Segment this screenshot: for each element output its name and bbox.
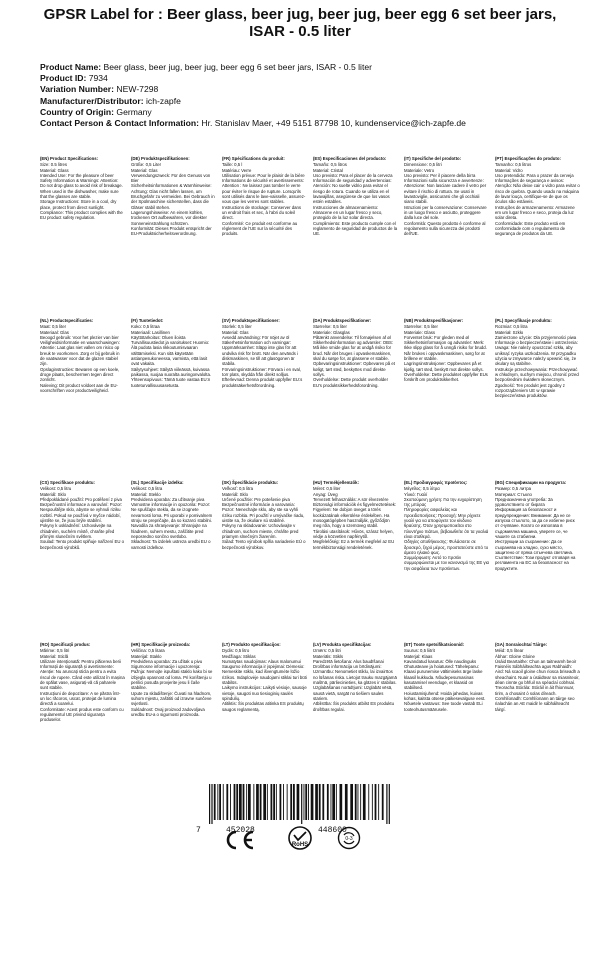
barcode-bar <box>355 784 357 820</box>
barcode-bar <box>234 784 236 820</box>
barcode-bar <box>271 784 273 820</box>
barcode-bar <box>368 784 369 820</box>
spec-block <box>131 154 216 314</box>
rohs-mark-icon <box>286 826 314 850</box>
spec-block-line: Izmērs: 0,5 litri <box>313 648 341 654</box>
barcode-bar <box>350 784 353 820</box>
spec-block-line: Υλικό: Γυαλί <box>404 491 428 497</box>
spec-block-heading: (HR) Specifikacije proizvoda: <box>131 642 191 647</box>
barcode-bar <box>209 784 210 824</box>
spec-block-line: Material: Glass <box>40 167 69 173</box>
barcode-bar <box>263 784 266 820</box>
spec-block-line: Instructions de stockage: Conserver dans un endroit frais et sec, à l'abri du soleil direct. <box>222 204 302 221</box>
spec-block-line: Anyag: Üveg <box>313 491 338 497</box>
barcode-bar <box>276 784 277 820</box>
barcode-bar <box>219 784 221 820</box>
spec-block-line: Conformitate: Acest produs este conform cu regulamentul UE privind siguranța produselor. <box>40 706 124 723</box>
spec-block-heading: (NL) Productspecificaties: <box>40 318 94 323</box>
spec-block-line: Atbilstība: Šis produkts atbilst ES produktu drošības regulai. <box>313 701 394 712</box>
barcode-bar <box>327 784 329 820</box>
spec-block-line: Materiaal: Glas <box>40 329 69 335</box>
spec-block-line: Størrelse: 0,5 liter <box>313 324 347 330</box>
spec-block <box>40 640 125 800</box>
barcode-bar <box>293 784 295 820</box>
spec-block-line: Utilizare intenționată: Pentru plăcerea berii <box>40 658 121 664</box>
spec-block-line: Predviđena uporaba: Za užitak u pivu <box>131 658 203 664</box>
spec-block-line: Určené použitie: Pre potešenie piva <box>222 496 290 502</box>
spec-block-line: Material: Steklo <box>131 491 161 497</box>
spec-block-line: Съответствие: Този продукт отговаря на регламента на ЕС за безопасност на продуктите. <box>495 555 576 571</box>
spec-block-line: Drošības informācija un brīdinājumi: Uzmanību: Nenometiet stiklu, lai izvairītos no lūšanas riska. Lietojot trauku mazgājamā mašīnā, pārliecinieties, ka glāzes ir stabilas. <box>313 664 397 686</box>
spec-block-line: Intended Use: For the pleasure of beer <box>40 172 114 178</box>
spec-block-line: Verwendungszweck: Für den Genuss von Bier <box>131 172 211 184</box>
spec-block-line: Material: Cristal <box>313 167 343 173</box>
spec-block-line: Paredzētā lietošana: Alus baudīšanai <box>313 658 384 664</box>
spec-block-line: Yhteensopivuus: Tämä tuote vastaa EU:n tuoteturvallisuusasetusta. <box>131 377 211 388</box>
spec-block-line: Materiał: Szkło <box>495 329 524 335</box>
spec-block-line: Materijal: Staklo <box>131 653 162 659</box>
spec-block-heading: (LT) Produkto specifikacijos: <box>222 642 281 647</box>
spec-block-line: Uso pretendido: Para o prazer da cerveja <box>495 172 574 178</box>
label-title: GPSR Label for : Beer glass, beer jug, beer jug, beer egg 6 set beer jars, ISAR - 0.5 liter <box>43 6 557 40</box>
spec-block-line: Konformität: Dieses Produkt entspricht der EU-Produktsicherheitsverordnung. <box>131 225 212 237</box>
spec-block-heading: (NB) Produktspesifikasjoner: <box>404 318 464 323</box>
spec-block-line: Treoracha Stórála: Stóráil in áit fhionnuar, tirim, a chosaint ó solas díreach. <box>495 685 575 696</box>
spec-block-line: Pokyny na skladovanie: Uchovávajte v chladnom, suchom mieste, chráňte pred priamym slnečným žiarením. <box>222 523 299 539</box>
spec-block-line: Uso previsto: Para el placer de la cerveza <box>313 172 393 178</box>
barcode-bar <box>267 784 268 820</box>
spec-block-line: Οδηγίες αποθήκευσης: Φυλάσσετε σε δροσερό, ξηρό μέρος, προστατεύστε από το άμεσο ηλιακό φως. <box>404 539 489 555</box>
spec-block-line: Sikkerhetsinformasjon og advarsler: Merk: Ikke slipp glass for å unngå risiko for brudd. Når brukes i oppvaskmaskinen, sørg for at brillene er stabile. <box>404 340 487 362</box>
spec-block-line: Instrucțiuni de depozitare: A se păstra într-un loc răcoros, uscat, protejat de lumina directă a soarelui. <box>40 690 121 707</box>
barcode-bar <box>214 784 216 820</box>
barcode-bar <box>290 784 292 820</box>
barcode-bar <box>322 784 324 820</box>
spec-block-line: Dimensione: 0,5 litri <box>404 162 442 168</box>
spec-block <box>404 316 489 476</box>
spec-block-line: Turvallisuustiedot ja varoitukset: Huomio: Älä pudota lasia rikkoutumisvaaran välttämiseksi. Kun sitä käytetään astianpesukoneessa, varmista, että lasit ovat vakaita. <box>131 340 210 367</box>
product-info <box>40 62 580 129</box>
info-product-id: Product ID: 7934 <box>40 73 108 84</box>
spec-block-line: Σκοπούμενη χρήση: Για την ευχαρίστηση της μπύρας <box>404 496 482 508</box>
spec-block-line: Suurus: 0,5 liitrit <box>404 648 435 654</box>
spec-block-line: Materjal: Klaas <box>404 653 433 659</box>
spec-block-heading: (SV) Produktspecifikationer: <box>222 318 280 323</box>
barcode-bar <box>273 784 275 820</box>
barcode-bar <box>319 784 321 820</box>
spec-block-line: Skladnost: Ta izdelek ustreza uredbi EU o varnosti izdelkov. <box>131 539 211 550</box>
barcode-digit-left: 7 <box>196 826 201 835</box>
spec-block-line: Material: Glas <box>131 167 158 173</box>
spec-block-heading: (FR) Spécifications du produit: <box>222 156 285 161</box>
spec-block-line: Méid: 0,5 lítear <box>495 648 524 654</box>
barcode-bar <box>363 784 366 820</box>
barcode-bar <box>239 784 242 820</box>
spec-block-line: Veličina: 0,5 litara <box>131 648 165 654</box>
spec-block-line: Zamierzone użycie: Dla przyjemności piwa <box>495 334 577 340</box>
spec-block <box>495 478 580 638</box>
barcode-bar <box>358 784 359 820</box>
barcode-bar <box>260 784 262 820</box>
spec-block-line: Instrukcje przechowywania: Przechowywać w chłodnym, suchym miejscu, chronić przed bezpośrednim światłem słonecznym. <box>495 366 579 383</box>
spec-block-heading: (SK) Špecifikácie produktu: <box>222 480 279 485</box>
spec-block <box>222 478 307 638</box>
barcode-bar <box>211 784 212 824</box>
spec-block-line: Naleving: Dit product voldoet aan de EU-voorschriften voor productveiligheid. <box>40 382 118 393</box>
barcode-bar <box>389 784 390 824</box>
spec-block-line: Size: 0.5 litres <box>40 162 67 168</box>
barcode-bar <box>253 784 254 820</box>
spec-block-line: Tervezett felhasználás: A sör élvezetére <box>313 496 389 502</box>
spec-block <box>40 478 125 638</box>
barcode <box>207 784 393 824</box>
spec-block-line: Atitiktis: Šis produktas atitinka ES produktų saugos reglamentą. <box>222 701 304 712</box>
spec-block-line: Avsedd användning: För nöjet av öl <box>222 334 290 340</box>
ce-mark-icon <box>222 830 256 850</box>
barcode-bar <box>305 784 307 820</box>
spec-block-line: Overholdelse: Dette produktet oppfyller EUs forskrift om produktsikkerhet. <box>404 371 488 383</box>
spec-block-line: Storlek: 0,5 liter <box>222 324 252 330</box>
spec-block-line: Materiale: Glass <box>404 329 436 335</box>
barcode-bar <box>283 784 284 820</box>
spec-block-line: Tárolási utasítások: Hűvös, száraz helyen, védje a közvetlen napfénytől. <box>313 528 394 539</box>
spec-block-line: Maat: 0,5 liter <box>40 324 67 330</box>
spec-block <box>404 640 489 800</box>
barcode-bar <box>226 784 228 820</box>
svg-text:RoHS: RoHS <box>291 842 309 848</box>
spec-block-line: Súlad: Tento výrobok spĺňa nariadenie EÚ o bezpečnosti výrobkov. <box>222 539 306 550</box>
spec-block-heading: (PL) Specyfikacje produktu: <box>495 318 552 323</box>
barcode-bar <box>297 784 300 820</box>
spec-block-line: Soulad: Tento produkt splňuje nařízení EU o bezpečnosti výrobků. <box>40 539 125 550</box>
spec-block-line: Nõuetele vastavus: See toode vastab ELi tooteohutusmäärusele. <box>404 701 483 712</box>
spec-block-line: Materiál: Sklo <box>40 491 67 497</box>
spec-block-line: Material: Vidro <box>495 167 523 173</box>
spec-block-line: Cumplimiento: Este producto cumple con el reglamento de seguridad de productos de la UE. <box>313 220 398 237</box>
barcode-bar <box>256 784 259 820</box>
spec-block-line: Conformité: Ce produit est conforme au règlement de l'UE sur la sécurité des produits. <box>222 220 298 237</box>
spec-block-line: Ábhar: Gloine Gloine <box>495 653 535 659</box>
spec-block-line: Instruções de armazenamento: Armazene em um lugar fresco e seco, proteja da luz solar direta. <box>495 204 575 221</box>
spec-block-line: Informacje o bezpieczeństwie i ostrzeżenia: Uwaga: Nie należy opuszczać szkła, aby uniknąć ryzyka uszkodzenia. W przypadku użycia w zmywarce należy upewnić się, że okulary są stabilne. <box>495 340 578 367</box>
spec-block-line: Materiale: Vetro <box>404 167 435 173</box>
spec-block-line: Předpokládané použití: Pro potěšení z piva <box>40 496 122 502</box>
spec-block <box>404 154 489 314</box>
spec-block <box>131 478 216 638</box>
spec-block-heading: (LV) Produkta specifikācijas: <box>313 642 372 647</box>
spec-block <box>222 316 307 476</box>
spec-block <box>131 316 216 476</box>
info-country: Country of Origin: Germany <box>40 106 152 117</box>
spec-block-line: Taille: 0,5 l <box>222 162 243 168</box>
spec-block-line: Storage Instructions: Store in a cool, dry place, protect from direct sunlight. <box>40 199 117 210</box>
spec-block-line: Overholdelse: Dette produkt overholder EU's produktsikkerhedsforordning. <box>313 377 388 388</box>
spec-block-line: Medžiaga: Stiklas <box>222 653 256 659</box>
spec-block-line: Material: Glas <box>222 329 249 335</box>
info-variation-number: Variation Number: NEW-7298 <box>40 84 159 95</box>
barcode-bar <box>336 784 337 820</box>
spec-block-line: Förvaringsinstruktioner: Förvara i en sval, torr plats, skydda från direkt solljus. <box>222 366 302 377</box>
spec-block-line: Bezpečnostné informácie a varovania: Pozor: Nenechajte sklo, aby ste sa vyhli riziku rozbitia. Pri použití v umývačke riadu, uistite sa, že okuliare sú stabilné. <box>222 502 305 524</box>
spec-block-heading: (BG) Спецификации на продукта: <box>495 480 567 485</box>
spec-block-line: Úsáid Beartaithe: Chun an taitneamh beoir <box>495 658 577 664</box>
spec-block-line: Opbevaringsinstruktioner: Opbevares på et køligt, tørt sted, beskyttes mod direkte sollys. <box>313 361 395 377</box>
spec-block-line: Størrelse: 0,5 liter <box>404 324 438 330</box>
barcode-bar <box>315 784 318 820</box>
spec-block-line: Påtænkt anvendelse: Til fornøjelsen af øl <box>313 334 391 340</box>
spec-block-line: Mărime: 0,5 litri <box>40 648 70 654</box>
spec-block-heading: (ET) Toote spetsifikatsioonid: <box>404 642 465 647</box>
spec-block-line: Megfelelőség: Ez a termék megfelel az EU termékbiztonsági rendeletének. <box>313 539 395 550</box>
spec-block-line: Lagerungshinweise: An einem kühlen, trockenen Ort aufbewahren, vor direkter Sonneneinstrahlung schützen. <box>131 209 207 226</box>
recycling-mark-icon <box>336 826 362 850</box>
spec-block-line: Размер: 0,5 литра <box>495 486 531 492</box>
spec-block-line: Safety Information & Warnings: Attention: Do not drop glass to avoid risk of breakage. When used in the dishwasher, make sure that the glasses are stable. <box>40 178 123 200</box>
info-product-name: Product Name: Beer glass, beer jug, beer jug, beer egg 6 set beer jars, ISAR - 0.5 liter <box>40 62 372 72</box>
spec-block <box>131 640 216 800</box>
spec-block <box>222 154 307 314</box>
spec-block-line: Material: Sticlă <box>40 653 69 659</box>
info-manufacturer: Manufacturer/Distributor: ich-zapfe <box>40 95 181 106</box>
barcode-bar <box>345 784 348 820</box>
spec-block-line: Käyttötarkoitus: Oluen iloista <box>131 334 186 340</box>
spec-block-line: Kavandatud kasutus: Õlle naudinguks <box>404 658 477 664</box>
barcode-bar <box>217 784 218 820</box>
barcode-bar <box>230 784 231 820</box>
spec-block-line: Comhlíonadh: Comhlíonann an táirge seo rialachán an AE maidir le sábháilteacht táirgí. <box>495 695 575 712</box>
spec-block-line: Biztonsági információk és figyelmeztetések: Figyelem: Ne dobjon üveget a törés kockázatának elkerülése érdekében. Ha mosogatógépben használják, győződjön meg róla, hogy a szemüveg stabil. <box>313 502 397 529</box>
info-contact: Contact Person & Contact Information: Hr. Stanislav Maer, +49 5151 87798 10, kundenservice@ich-zapfe.de <box>40 118 466 129</box>
barcode-bar <box>280 784 282 820</box>
barcode-bar <box>331 784 332 820</box>
spec-block <box>222 640 307 800</box>
spec-block <box>40 154 125 314</box>
spec-block-heading: (ES) Especificaciones del producto: <box>313 156 387 161</box>
barcode-bar <box>301 784 302 824</box>
spec-block-line: Sigurnosne informacije i upozorenja: Pažnja: Nemojte ispuštati staklo kako bi se izbjegla opasnost od loma. Pri korištenju u perilici posuđa provjerite jesu li čaše stabilne. <box>131 664 213 691</box>
spec-block-line: Hoiustamisjuhend: Hoida jahedas, kuivas kohas, kaitsta otsese päikesevalguse eest. <box>404 690 486 701</box>
spec-block-line: Instrucciones de almacenamiento: Almacene en un lugar fresco y seco, protegido de la luz solar directa. <box>313 204 383 221</box>
spec-block-heading: (IT) Specifiche del prodotto: <box>404 156 462 161</box>
spec-block-heading: (HU) Termékjellemzők: <box>313 480 360 485</box>
spec-block-line: Materiāls: Stikls <box>313 653 344 659</box>
spec-block-line: Velikost: 0,5 litru <box>40 486 72 492</box>
spec-block <box>404 478 489 638</box>
spec-block-line: Bezpečnostní informace a varování: Pozor: Nespouštějte sklo, abyste se vyhnuli riziku rozbití. Pokud se používá v myčce nádobí, ujistěte se, že jsou brýle stabilní. <box>40 502 123 524</box>
spec-block <box>313 316 398 476</box>
spec-block-line: Saugumo informacija ir įspėjimai: Dėmesio: Nemeskite stiklo, kad išvengtumėte lūžio rizikos. Indaplovėje naudojami stiklai turi būti stabilūs. <box>222 664 307 686</box>
spec-block-heading: (DA) Produktspecifikationer: <box>313 318 372 323</box>
spec-block-line: Sicherheitsinformationen & Warnhinweise: Achtung: Glas nicht fallen lassen, um Bruchgefahr zu vermeiden. Bei Gebrauch in der Spülmaschine sicherstellen, dass die Gläser stabil stehen. <box>131 183 215 210</box>
spec-block-line: Информация за безопасност и предупреждения: Внимание: Да не се изпуска стъклото, за да се избегне риск от счупване. Когато се използва в съдомиялна машина, уверете се, че чашите са стабилни. <box>495 507 575 539</box>
spec-block-line: Conformidade: Este produto está em conformidade com o regulamento de segurança de produtos da UE. <box>495 220 566 237</box>
spec-block-line: Πληροφορίες ασφαλείας και προειδοποιήσεις: Προσοχή: Μην ρίχνετε γυαλί για να αποφύγετε τον κίνδυνο θραύσης. Όταν χρησιμοποιείται στο πλυντήριο πιάτων, βεβαιωθείτε ότι τα γυαλιά είναι σταθερά. <box>404 507 489 539</box>
spec-block-line: Tamaño: 0,5 litros <box>313 162 347 168</box>
barcode-digits-group1: 452028 <box>226 826 255 835</box>
spec-block-heading: (RO) Specificații produs: <box>40 642 91 647</box>
spec-block-line: Sukladnost: Ovaj proizvod zadovoljava uredbu EU-a o sigurnosti proizvoda. <box>131 706 205 717</box>
spec-block-line: Rozmiar: 0,5 litra <box>495 324 528 330</box>
spec-block-line: Utilisation prévue: Pour le plaisir de la bière <box>222 172 305 178</box>
spec-block-line: Pokyny k uskladnění: Uchovávejte na chladném, suchém místě, chraňte před přímým slunečním světlem. <box>40 523 115 539</box>
spec-block-line: Laikymo instrukcijos: Laikyti vėsioje, sausoje vietoje, saugoti nuo tiesioginių saulės spindulių. <box>222 685 307 701</box>
spec-block-line: Uso previsto: Per il piacere della birra <box>404 172 476 178</box>
spec-block-line: Informații de siguranță și avertismente: Atenție: Nu aruncați sticla pentru a evita riscul de rupere. Când este utilizat în mașina de spălat vase, asigurați-vă că paharele sunt stabile. <box>40 664 125 691</box>
spec-block-line: Forventet bruk: For gleden med øl <box>404 334 469 340</box>
spec-block-line: Koko: 0,5 litraa <box>131 324 160 330</box>
barcode-bar <box>372 784 373 820</box>
spec-block-line: Sikkerhedsinformation og advarsler: OBS: Må ikke smide glas for at undgå risiko for brud. Når det bruges i opvaskemaskinen, skal du sørge for, at glassene er stabile. <box>313 340 394 362</box>
spec-block-line: Материал: Стъкло <box>495 491 532 497</box>
spec-block <box>495 316 580 476</box>
barcode-bar <box>308 784 309 820</box>
barcode-bar <box>236 784 238 820</box>
spec-block-line: Predvidena uporaba: Za užitvanje piva <box>131 496 205 502</box>
spec-block-heading: (SL) Specifikacije izdelka: <box>131 480 184 485</box>
spec-block-line: Инструкции за съхранение: Да се съхранява на хладно, сухо място, защитено от пряка слънчева светлина. <box>495 539 574 555</box>
barcode-digits-group2: 448600 <box>318 826 347 835</box>
spec-block-line: Upute za skladištenje: Čuvati na hladnom, suhom mjestu, zaštititi od izravne sunčeve svjetlosti. <box>131 690 212 707</box>
spec-block-heading: (DE) Produktspezifikationen: <box>131 156 190 161</box>
barcode-bar <box>332 784 335 820</box>
spec-block-line: Предназначена употреба: За удоволствието от бирата <box>495 496 553 508</box>
barcode-bar <box>287 784 288 820</box>
spec-block-line: Beoogd gebruik: Voor het plezier van bier <box>40 334 119 340</box>
spec-block <box>495 154 580 314</box>
spec-block-line: Velikost: 0,5 litra <box>131 486 163 492</box>
spec-block-line: Materiale: Glasglas <box>313 329 350 335</box>
spec-block-line: Größe: 0,5 Liter <box>131 162 162 168</box>
spec-block-line: Informações de segurança e avisos: Atenção: Não deixe cair o vidro para evitar o risco de quebra. Quando usado na máquina de lavar louça, certifique-se de que os óculos são estáveis. <box>495 178 580 205</box>
spec-block-line: Säilytysohjeet: Säilytä viileässä, kuivassa paikassa, suojaa suoralta auringonvalolta. <box>131 366 212 377</box>
spec-block-heading: (GA) Sonraíochtaí Táirge: <box>495 642 548 647</box>
compliance-marks <box>0 826 600 848</box>
spec-block-line: Veľkosť: 0,5 litra <box>222 486 254 492</box>
spec-block-line: Navodila za shranjevanje: Shranjujte na hladnem, suhem mestu, zaščitite pred neposredno sončno svetlobo. <box>131 523 207 539</box>
spec-block-line: Συμμόρφωση: Αυτό το προϊόν συμμορφώνεται με τον κανονισμό της ΕΕ για την ασφάλεια των προϊόντων. <box>404 555 489 571</box>
barcode-bar <box>304 784 305 820</box>
spec-block <box>495 640 580 800</box>
spec-block-line: Μέγεθος: 0,5 λίτρα <box>404 486 440 492</box>
spec-block-line: Istruzioni per la conservazione: Conservare in un luogo fresco e asciutto, proteggere dalla luce del sole. <box>404 204 487 221</box>
spec-block-line: Zgodność: Ten produkt jest zgodny z rozporządzeniem UE w sprawie bezpieczeństwa produktów. <box>495 382 565 399</box>
spec-block-line: Opslaginstructies: Bewaren op een koele, droge plaats, beschermen tegen direct zonlicht. <box>40 366 120 383</box>
barcode-bar <box>375 784 377 820</box>
spec-block-line: Conformità: Questo prodotto è conforme al regolamento sulla sicurezza dei prodotti dell'UE. <box>404 220 486 237</box>
spec-block-line: Materiál: Sklo <box>222 491 249 497</box>
spec-block-line: Información de seguridad y advertencias: Atención: No suelte vidrio para evitar el riesgo de rotura. Cuando se utiliza en el lavavajillas, asegúrese de que los vasos estén estables. <box>313 178 392 205</box>
spec-block-line: Informations de sécurité et avertissements: Attention : Ne laissez pas tomber le verre pour éviter le risque de rupture. Lorsqu'ils sont utilisés dans le lave-vaisselle, assurez-vous que les verres sont stables. <box>222 178 306 205</box>
spec-block-heading: (CS) Specifikace produktu: <box>40 480 95 485</box>
spec-block-line: Méret: 0,5 liter <box>313 486 341 492</box>
svg-text:0-3: 0-3 <box>345 836 353 842</box>
spec-block-line: Informazioni sulla sicurezza e avvertenze: Attenzione: Non lasciare cadere il vetro per evitare il rischio di rottura. Se usati in lavastoviglie, assicurarsi che gli occhiali siano stabili. <box>404 178 487 205</box>
spec-block-line: Matériau: Verre <box>222 167 252 173</box>
spec-block-heading: (EN) Product Specifications: <box>40 156 99 161</box>
barcode-bar <box>340 784 343 820</box>
barcode-bar <box>223 784 224 820</box>
spec-block-line: Materiaali: Lasillinen <box>131 329 170 335</box>
spec-block <box>40 316 125 476</box>
spec-block-line: Lagringsinstruksjoner: Oppbevares på et kjølig, tørt sted, beskytt mot direkte sollys. <box>404 361 484 372</box>
spec-block-heading: (FI) Tuotetiedot: <box>131 318 164 323</box>
spec-block-line: Varnostne informacije in opozorila: Pozor: Ne spuščajte stekla, da se izognete nevarnosti loma. Pri uporabi v pomivalnem stroju se prepričajte, da so kozarci stabilni. <box>131 502 213 524</box>
barcode-bar <box>386 784 387 824</box>
barcode-bar <box>382 784 384 820</box>
spec-block <box>313 640 398 800</box>
barcode-bar <box>378 784 379 820</box>
barcode-bar <box>246 784 247 820</box>
spec-block-line: Uzglabāšanas norādījumi: Uzglabāt vēsā, sausā vietā, sargāt no tiešiem saules stariem. <box>313 685 393 701</box>
spec-block-line: Compliance: This product complies with the EU product safety regulation. <box>40 209 123 221</box>
spec-block-line: Veiligheidsinformatie en waarschuwingen: Attentie: Laat glas niet vallen om risico op breuk te voorkomen. Zorg er bij gebruik in de vaatwasser voor dat de glazen stabiel zijn. <box>40 340 120 367</box>
barcode-bar <box>311 784 314 820</box>
spec-block-line: Ohutusteave ja hoiatused: Tähelepanu: Klaasi purunemise vältimiseks ärge laske klaasil kukkuda. Nõudepesumasinas kasutamisel veenduge, et klaasid on stabiilsed. <box>404 664 483 691</box>
spec-block-line: Dydis: 0,5 litro <box>222 648 250 654</box>
spec-block-heading: (EL) Προδιαγραφές προϊόντος: <box>404 480 468 485</box>
spec-block-line: Säkerhetsinformation och varningar: Uppmärksamhet: Släpp inte glas för att undvika risk för brott. När den används i diskmaskinen, se till att glasögonen är stabila. <box>222 340 298 367</box>
spec-block-line: Faisnéis Sábháilteachta agus Rabhaidh: Aird: Ná scaoil gloine chun riosca briseadh a sheachaint. Nuair a úsáidtear sa miasniteoir, déan cinnte go bhfuil na spéaclaí cobhsaí. <box>495 664 580 686</box>
barcode-bar <box>243 784 245 820</box>
spec-block-line: Numatytas naudojimas: Alaus malonumui <box>222 658 301 664</box>
spec-block-heading: (PT) Especificações do produto: <box>495 156 561 161</box>
spec-block <box>313 478 398 638</box>
spec-block <box>313 154 398 314</box>
barcode-bar <box>248 784 251 820</box>
spec-block-line: Tamanho: 0,5 litros <box>495 162 532 168</box>
spec-block-line: Efterlevnad: Denna produkt uppfyller EU:s produktsäkerhetsförordning. <box>222 377 303 388</box>
barcode-bar <box>360 784 361 820</box>
